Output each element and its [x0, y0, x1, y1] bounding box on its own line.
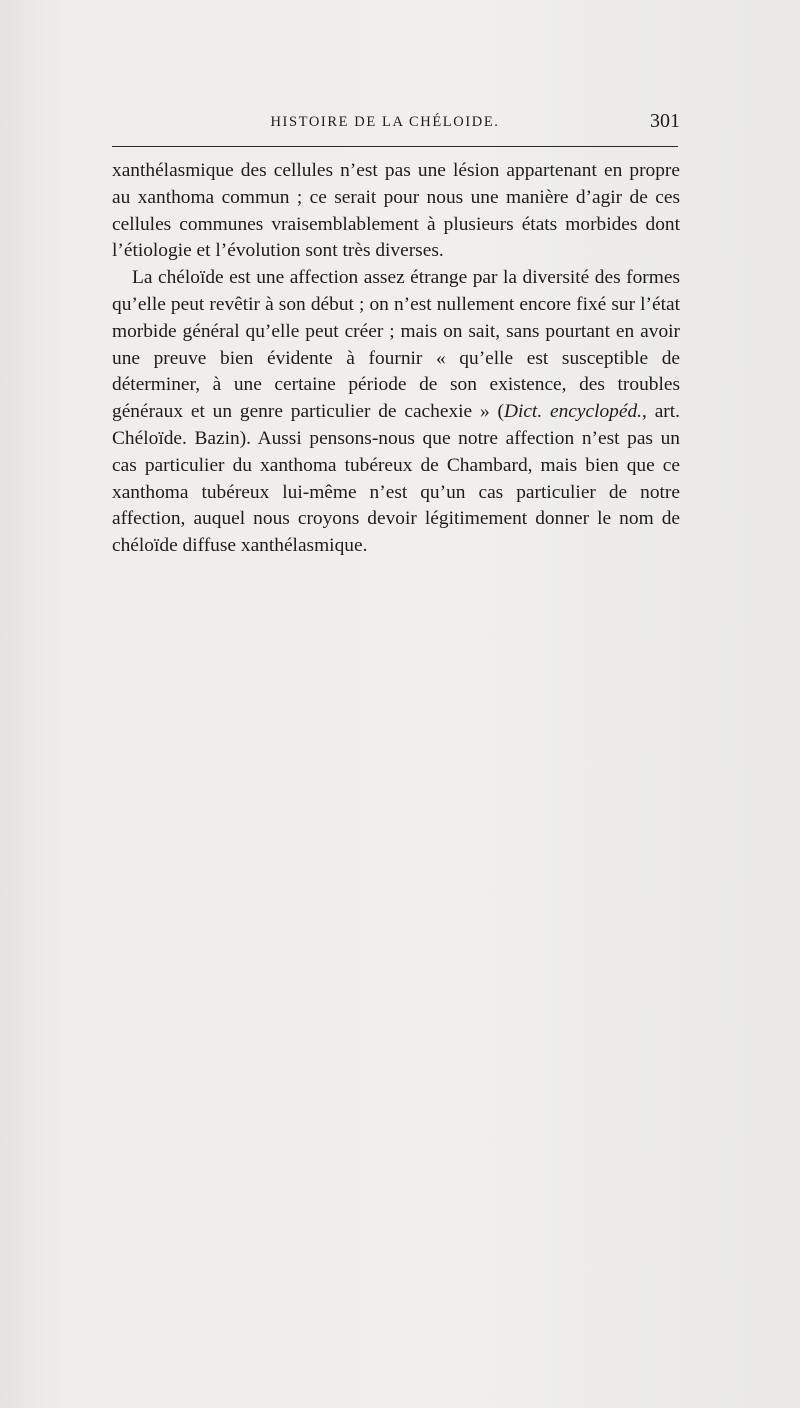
- show-through-bleed: [0, 555, 800, 1315]
- header-rule: [112, 146, 678, 147]
- running-head: [110, 110, 680, 134]
- paragraph-2-part-2: , art. Chéloïde. Bazin). Aussi pensons-nous que notre affection n’est pas un cas particulier du xanthoma tubéreux de Chambard, mais bien que ce xanthoma tubéreux lui-même n’est qu’un cas particulier de notre affection, auquel nous croyons devoir légitimement donner le nom de chéloïde diffuse xanthélasmique.: [112, 401, 680, 557]
- page-number: 301: [650, 110, 680, 132]
- running-title: HISTOIRE DE LA CHÉLOIDE.: [270, 114, 500, 130]
- body-text: [112, 158, 680, 560]
- paragraph-2: [112, 265, 680, 560]
- paragraph-2-part-1: La chéloïde est une affection assez étrange par la diversité des formes qu’elle peut revêtir à son début ; on n’est nullement encore fixé sur l’état morbide général qu’elle peut créer ; mais on sait, sans pourtant en avoir une preuve bien évidente à fournir « qu’elle est susceptible de déterminer, à une certaine période de son existence, des troubles généraux et un genre particulier de cachexie » (: [112, 267, 680, 423]
- paragraph-1: xanthélasmique des cellules n’est pas une lésion appartenant en propre au xanthoma commun ; ce serait pour nous une manière d’agir de ces cellules communes vraisemblablement à plusieurs états morbides dont l’étiologie et l’évolution sont très diverses.: [112, 160, 680, 262]
- citation-dict-encycloped: Dict. encyclopéd.: [503, 401, 643, 423]
